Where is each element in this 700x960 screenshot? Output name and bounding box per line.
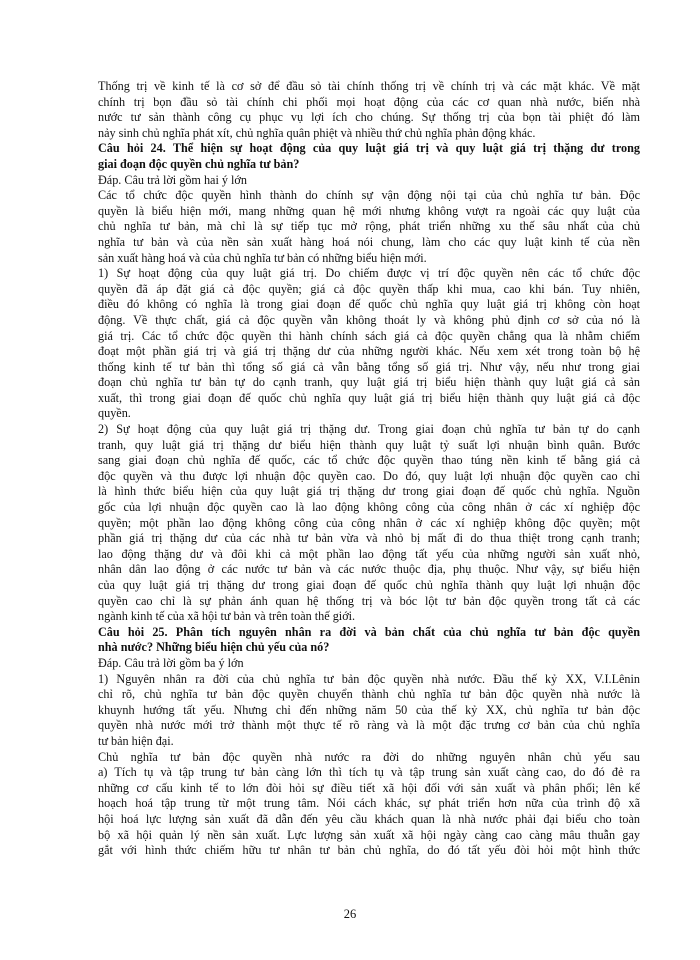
text-line: quyền đã áp đặt giá cả độc quyền; giá cả độc quyền thấp khi mua, cao khi bán. Tuy nhiên, <box>98 281 640 296</box>
text-line: Các tổ chức độc quyền hình thành do chính sự vận động nội tại của chủ nghĩa tư bản. Độc <box>98 188 640 203</box>
text-line: quyền nhà nước mới trở thành một thực tế rõ ràng và là một đặc trưng cơ bản của chủ nghĩa <box>98 718 640 733</box>
text-line: lao động thặng dư và đôi khi cả một phần lao động tất yếu của những người sản xuất nhỏ, <box>98 546 640 561</box>
text-line: quyền. <box>98 406 131 421</box>
text-line: quyền là biểu hiện mới, mang những quan hệ mới nhưng không vượt ra ngoài các quy luật của <box>98 203 640 218</box>
text-line: quyền; một phần lao động không công của công nhân ở các xí nghiệp không độc quyền; một <box>98 515 640 530</box>
question-heading-line: Câu hỏi 24. Thể hiện sự hoạt động của quy luật giá trị và quy luật giá trị thặng dư trong <box>98 141 640 156</box>
text-line: xuất, thì trong giai đoạn đế quốc chủ nghĩa quy luật giá trị biểu hiện thành quy luật giá cả độc <box>98 390 640 405</box>
text-line: điều đó không có nghĩa là trong giai đoạn đế quốc chủ nghĩa quy luật giá trị không còn hoạt <box>98 297 640 312</box>
text-line: nảy sinh chủ nghĩa phát xít, chủ nghĩa quân phiệt và nhiều thứ chủ nghĩa phản động khác. <box>98 125 536 140</box>
text-line: phần giá trị thặng dư của các nhà tư bản vừa và nhỏ bị mất đi do thua thiệt trong cạnh tranh; <box>98 531 640 546</box>
text-line: 2) Sự hoạt động của quy luật giá trị thặng dư. Trong giai đoạn chủ nghĩa tư bản tự do cạnh <box>98 422 640 437</box>
text-line: đoạn chủ nghĩa tư bản tự do cạnh tranh, quy luật giá trị biểu hiện thành quy luật giá cả sản <box>98 375 640 390</box>
document-body <box>98 79 640 859</box>
text-line: động. Về thực chất, giá cả độc quyền vẫn không thoát ly và không phủ định cơ sở của nó là <box>98 312 640 327</box>
text-line: Đáp. Câu trả lời gồm ba ý lớn <box>98 655 244 670</box>
text-line: 1) Sự hoạt động của quy luật giá trị. Do chiếm được vị trí độc quyền nên các tổ chức độc <box>98 266 640 281</box>
text-line: ngành kinh tế của xã hội tư bản và trên toàn thế giới. <box>98 609 356 624</box>
text-line: sang giai đoạn chủ nghĩa đế quốc, các tổ chức độc quyền thao túng nền kinh tế bằng giá cả <box>98 453 640 468</box>
text-line: bộ xã hội quản lý nền sản xuất. Lực lượng sản xuất xã hội ngày càng cao càng mâu thuẫn gay <box>98 827 640 842</box>
text-line: hoạch hoá tập trung từ một trung tâm. Nói cách khác, sự phát triển hơn nữa của trình độ xã <box>98 796 640 811</box>
text-line: sản xuất hàng hoá và của chủ nghĩa tư bản có những biểu hiện mới. <box>98 250 427 265</box>
text-line: hội hoá lực lượng sản xuất đã dẫn đến yêu cầu khách quan là nhà nước phải đại biểu cho toàn <box>98 811 640 826</box>
text-line: gốc của lợi nhuận độc quyền cao là lao động không công của công nhân ở các xí nghiệp độc <box>98 500 640 515</box>
text-line: gắt với hình thức chiếm hữu tư nhân tư bản chủ nghĩa, do đó tất yếu đòi hỏi một hình thức <box>98 843 640 858</box>
text-line: a) Tích tụ và tập trung tư bản càng lớn thì tích tụ và tập trung sản xuất càng cao, do đó đẻ ra <box>98 765 640 780</box>
text-line: nhân dân lao động ở các nước tư bản và các nước thuộc địa, phụ thuộc. Như vậy, sự biểu hiện <box>98 562 640 577</box>
text-line: Chủ nghĩa tư bản độc quyền nhà nước ra đời do những nguyên nhân chủ yếu sau <box>98 749 640 764</box>
text-line: độc quyền và thu được lợi nhuận độc quyền cao. Do đó, quy luật lợi nhuận độc quyền cao chỉ <box>98 468 640 483</box>
question-heading-line: Câu hỏi 25. Phân tích nguyên nhân ra đời và bản chất của chủ nghĩa tư bản độc quyền <box>98 624 640 639</box>
text-line: chủ nghĩa tư bản, mà chỉ là sự tiếp tục mở rộng, phát triển những xu thế sâu nhất của chủ <box>98 219 640 234</box>
text-line: quyền cao chỉ là sự phản ánh quan hệ thống trị và bóc lột tư bản độc quyền trong tất cả các <box>98 593 640 608</box>
text-line: những cơ cấu kinh tế to lớn đòi hỏi sự điều tiết xã hội đối với sản xuất và phân phối; lên kế <box>98 780 640 795</box>
text-line: tư bản hiện đại. <box>98 733 174 748</box>
text-line: nghĩa tư bản và của nền sản xuất hàng hoá nói chung, làm cho các quy luật kinh tế của nền <box>98 234 640 249</box>
text-line: khuynh hướng tất yếu. Nhưng chỉ đến những năm 50 của thế kỷ XX, chủ nghĩa tư bản độc <box>98 702 640 717</box>
page-number: 26 <box>343 907 357 921</box>
text-line: của quy luật giá trị thặng dư trong giai đoạn đế quốc chủ nghĩa thành quy luật lợi nhuận độc <box>98 578 640 592</box>
text-line: thống kinh tế tư bản thì tổng số giá cả vẫn bằng tổng số giá trị. Như vậy, nếu như trong giai <box>98 359 640 374</box>
text-line: chính trị bọn đầu sỏ tài chính chi phối mọi hoạt động của các cơ quan nhà nước, biến nhà <box>98 94 640 109</box>
question-heading-line: nhà nước? Những biểu hiện chủ yếu của nó? <box>98 640 330 655</box>
text-line: đoạt một phần giá trị và giá trị thặng dư của những người khác. Nếu xem xét trong toàn bộ hệ <box>98 344 640 359</box>
text-line: Đáp. Câu trả lời gồm hai ý lớn <box>98 172 247 187</box>
text-line: tranh, quy luật giá trị thặng dư biểu hiện thành quy luật tỷ suất lợi nhuận bình quân. Bước <box>98 437 640 452</box>
text-line: chỉ rõ, chủ nghĩa tư bản độc quyền chuyển thành chủ nghĩa tư bản độc quyền nhà nước là <box>98 687 640 702</box>
text-line: 1) Nguyên nhân ra đời của chủ nghĩa tư bản độc quyền nhà nước. Đầu thế kỷ XX, V.I.Lênin <box>98 671 640 686</box>
question-heading-line: giai đoạn độc quyền chủ nghĩa tư bản? <box>98 156 300 171</box>
text-line: Thống trị về kinh tế là cơ sở để đầu sỏ tài chính thống trị về chính trị và các mặt khác. Về mặt <box>98 79 640 93</box>
text-line: giá trị. Các tổ chức độc quyền thi hành chính sách giá cả độc quyền chẳng qua là nhằm chiếm <box>98 328 640 343</box>
text-line: nước tư sản thành công cụ phục vụ lợi ích cho chúng. Sự thống trị của bọn tài phiệt đó làm <box>98 110 640 125</box>
text-line: là hình thức biểu hiện của quy luật giá trị thặng dư trong giai đoạn đế quốc chủ nghĩa. Nguồn <box>98 484 640 499</box>
